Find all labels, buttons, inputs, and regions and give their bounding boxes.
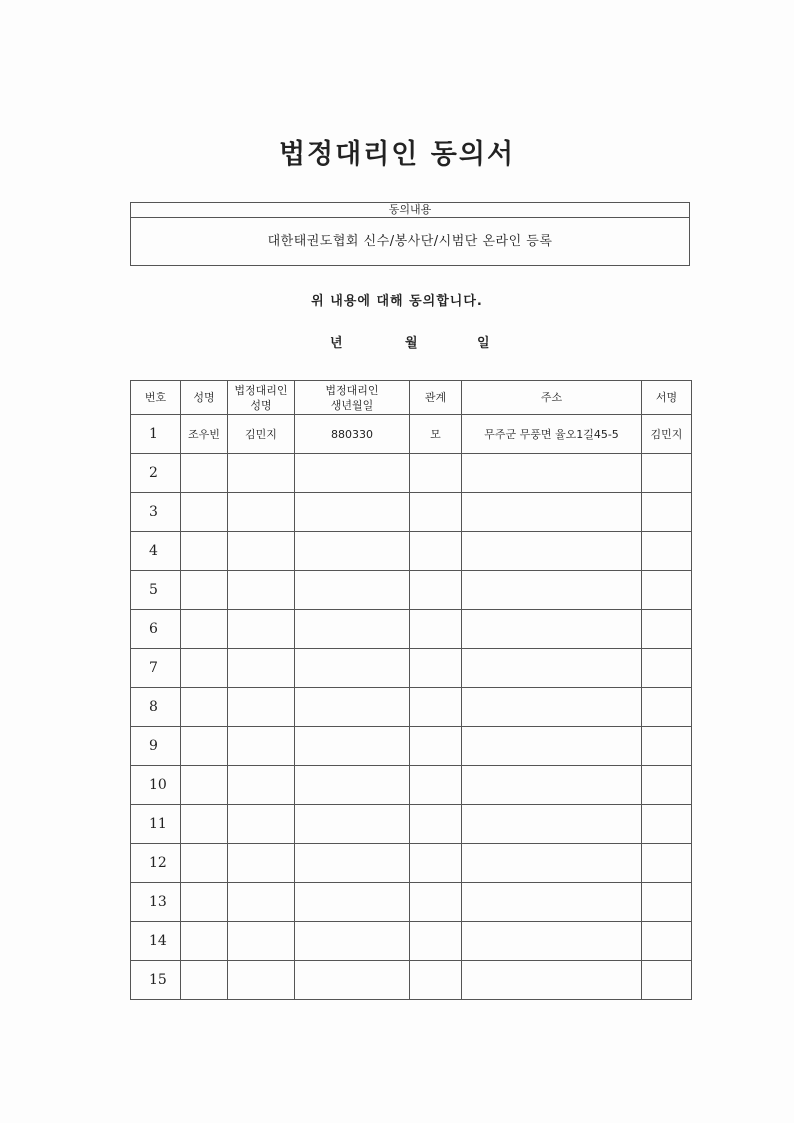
cell-signature [642, 766, 692, 805]
table-row [131, 571, 692, 610]
cell-guardian-birth [295, 922, 410, 961]
cell-guardian-name [228, 571, 295, 610]
cell-guardian-birth [295, 844, 410, 883]
table-row [131, 883, 692, 922]
cell-relation [410, 493, 462, 532]
date-year-label: 년 [330, 336, 343, 351]
cell-guardian-birth [295, 454, 410, 493]
cell-relation [410, 688, 462, 727]
cell-address [462, 805, 642, 844]
consent-text: 대한태권도협회 신수/봉사단/시범단 온라인 등록 [267, 234, 553, 249]
cell-relation [410, 571, 462, 610]
cell-address [462, 532, 642, 571]
cell-relation [410, 649, 462, 688]
cell-guardian-name [228, 727, 295, 766]
cell-name: 조우빈 [181, 415, 228, 454]
cell-name [181, 922, 228, 961]
cell-address [462, 610, 642, 649]
cell-relation [410, 610, 462, 649]
cell-address [462, 454, 642, 493]
cell-signature [642, 571, 692, 610]
cell-address [462, 961, 642, 1000]
cell-name [181, 766, 228, 805]
cell-no: 15 [131, 961, 181, 1000]
cell-signature [642, 493, 692, 532]
table-row [131, 727, 692, 766]
cell-no: 4 [131, 532, 181, 571]
cell-relation [410, 844, 462, 883]
cell-name [181, 883, 228, 922]
cell-no: 11 [131, 805, 181, 844]
cell-name [181, 649, 228, 688]
table-header-row [131, 381, 692, 415]
cell-name [181, 610, 228, 649]
cell-address [462, 688, 642, 727]
cell-name [181, 727, 228, 766]
cell-guardian-name [228, 610, 295, 649]
cell-guardian-birth [295, 883, 410, 922]
header-guardian-name: 법정대리인 성명 [228, 381, 295, 415]
cell-no: 9 [131, 727, 181, 766]
table-row [131, 532, 692, 571]
consent-header: 동의내용 [131, 203, 689, 218]
cell-signature [642, 532, 692, 571]
cell-guardian-birth [295, 961, 410, 1000]
cell-name [181, 493, 228, 532]
cell-address [462, 727, 642, 766]
cell-guardian-birth [295, 571, 410, 610]
cell-address [462, 649, 642, 688]
cell-name [181, 844, 228, 883]
cell-relation [410, 532, 462, 571]
header-guardian-birth: 법정대리인 생년월일 [295, 381, 410, 415]
table-row [131, 610, 692, 649]
cell-signature: 김민지 [642, 415, 692, 454]
document-title: 법정대리인 동의서 [278, 139, 516, 170]
cell-guardian-birth [295, 805, 410, 844]
cell-signature [642, 688, 692, 727]
cell-guardian-name: 김민지 [228, 415, 295, 454]
cell-name [181, 688, 228, 727]
table-row [131, 805, 692, 844]
table-row [131, 766, 692, 805]
cell-address [462, 493, 642, 532]
cell-name [181, 805, 228, 844]
cell-relation [410, 883, 462, 922]
cell-guardian-birth: 880330 [295, 415, 410, 454]
cell-guardian-name [228, 922, 295, 961]
cell-guardian-name [228, 766, 295, 805]
cell-address: 무주군 무풍면 율오1길45-5 [462, 415, 642, 454]
cell-no: 5 [131, 571, 181, 610]
table-row [131, 844, 692, 883]
cell-guardian-birth [295, 766, 410, 805]
cell-no: 1 [131, 415, 181, 454]
table-row [131, 922, 692, 961]
table-row [131, 415, 692, 454]
header-signature: 서명 [642, 381, 692, 415]
cell-address [462, 922, 642, 961]
header-address: 주소 [462, 381, 642, 415]
cell-guardian-birth [295, 493, 410, 532]
cell-name [181, 571, 228, 610]
table-row [131, 493, 692, 532]
cell-signature [642, 922, 692, 961]
header-no: 번호 [131, 381, 181, 415]
cell-guardian-name [228, 493, 295, 532]
cell-guardian-name [228, 844, 295, 883]
cell-guardian-birth [295, 727, 410, 766]
cell-signature [642, 727, 692, 766]
table-row [131, 961, 692, 1000]
cell-no: 8 [131, 688, 181, 727]
cell-signature [642, 883, 692, 922]
cell-relation [410, 727, 462, 766]
cell-guardian-name [228, 883, 295, 922]
date-month-label: 월 [405, 336, 418, 351]
cell-name [181, 454, 228, 493]
cell-no: 12 [131, 844, 181, 883]
date-day-label: 일 [477, 336, 490, 351]
cell-name [181, 961, 228, 1000]
cell-no: 6 [131, 610, 181, 649]
cell-guardian-name [228, 961, 295, 1000]
agree-statement: 위 내용에 대해 동의합니다. [311, 294, 483, 309]
cell-guardian-birth [295, 532, 410, 571]
cell-signature [642, 649, 692, 688]
cell-no: 3 [131, 493, 181, 532]
cell-relation [410, 922, 462, 961]
table-row [131, 454, 692, 493]
cell-name [181, 532, 228, 571]
cell-signature [642, 610, 692, 649]
header-name: 성명 [181, 381, 228, 415]
cell-signature [642, 454, 692, 493]
cell-signature [642, 844, 692, 883]
cell-address [462, 883, 642, 922]
cell-guardian-name [228, 649, 295, 688]
cell-no: 10 [131, 766, 181, 805]
cell-no: 13 [131, 883, 181, 922]
header-relation: 관계 [410, 381, 462, 415]
cell-relation [410, 805, 462, 844]
cell-guardian-name [228, 805, 295, 844]
cell-relation [410, 454, 462, 493]
cell-relation [410, 961, 462, 1000]
cell-relation: 모 [410, 415, 462, 454]
cell-guardian-birth [295, 649, 410, 688]
cell-guardian-birth [295, 688, 410, 727]
consent-box [130, 202, 690, 266]
table-row [131, 688, 692, 727]
cell-guardian-name [228, 532, 295, 571]
cell-guardian-name [228, 454, 295, 493]
table-row [131, 649, 692, 688]
cell-relation [410, 766, 462, 805]
cell-signature [642, 961, 692, 1000]
cell-address [462, 571, 642, 610]
cell-address [462, 766, 642, 805]
cell-no: 7 [131, 649, 181, 688]
guardian-table [130, 380, 692, 1000]
cell-guardian-birth [295, 610, 410, 649]
cell-guardian-name [228, 688, 295, 727]
cell-address [462, 844, 642, 883]
cell-no: 2 [131, 454, 181, 493]
cell-no: 14 [131, 922, 181, 961]
cell-signature [642, 805, 692, 844]
